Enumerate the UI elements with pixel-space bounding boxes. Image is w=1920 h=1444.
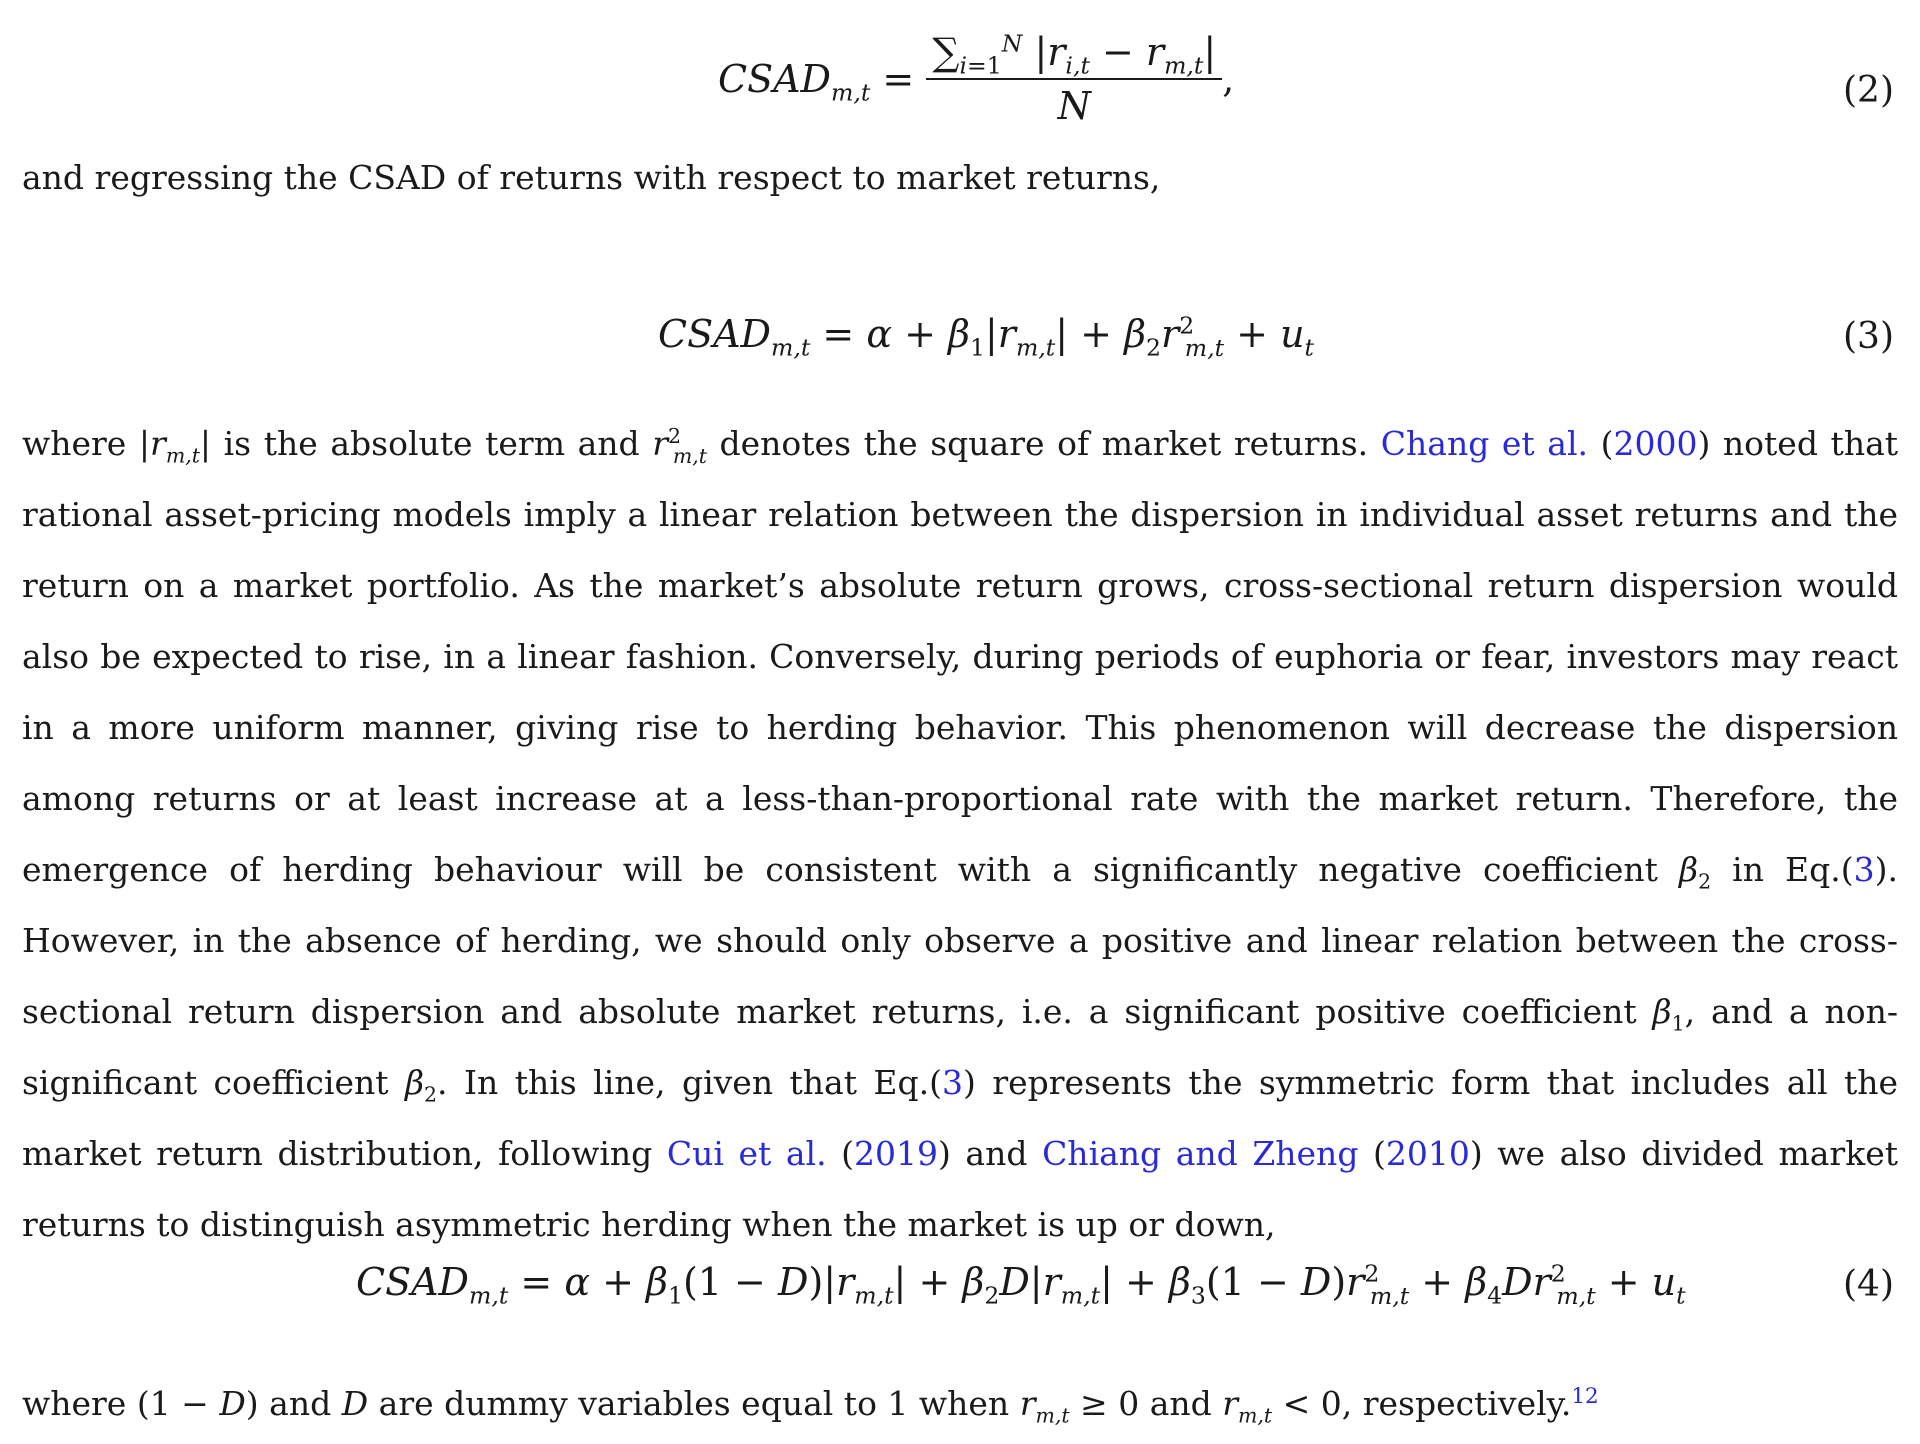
citation-chang[interactable]: Chang et al. bbox=[1380, 424, 1589, 463]
eq-ref-3[interactable]: 3 bbox=[1853, 850, 1875, 889]
paragraph-intro: and regressing the CSAD of returns with respect to market returns, bbox=[22, 158, 1161, 197]
equation-4: $CSAD_{m,t} = \alpha + \beta_1(1 - D)|r_{m,t}| + \beta_2D|r_{m,t}| + \beta_3(1 - D)r^2_{m,t} + \beta_4Dr^2_{m,t} + u_t$ bbox=[356, 1259, 1686, 1310]
paragraph-dummy: where (1 − D) and D are dummy variables equal to 1 when $r_{m,t} \ge 0$ and $r_{m,t} < 0$, respectively.$^{12}$ bbox=[22, 1384, 1599, 1428]
equation-2: $CSAD_{m,t}$ = $\frac{\sum_{i=1}^N |r_{i,t} - r_{m,t}|}{N}$ , bbox=[718, 29, 1235, 128]
eq-ref-3b[interactable]: 3 bbox=[942, 1063, 964, 1102]
footnote-marker[interactable]: 12 bbox=[1571, 1384, 1599, 1409]
equation-3: $CSAD_{m,t} = \alpha + \beta_1|r_{m,t}| + \beta_2r^2_{m,t} + u_t$ bbox=[658, 311, 1315, 362]
citation-cui[interactable]: Cui et al. bbox=[666, 1134, 827, 1173]
equation-4-number: (4) bbox=[1843, 1264, 1894, 1305]
equation-2-number: (2) bbox=[1843, 70, 1894, 111]
paragraph-main: where $|r_{m,t}|$ is the absolute term and $r^2_{m,t}$ denotes the square of market returns. Chang et al. (2000) noted that rational asset-pricing models imply a linear relation between the dispersion in individual asset returns and the return on a market portfolio. As the market’s absolute return grows, cross-sectional return dispersion would also be expected to rise, in a linear fashion. Conversely, during periods of euphoria or fear, investors may react in a more uniform manner, giving rise to herding behavior. This phenomenon will decrease the dispersion among returns or at least increase at a less-than-proportional rate with the market return. Therefore, the emergence of herding behaviour will be consistent with a significantly negative coefficient $\beta_2$ in Eq.(3). However, in the absence of herding, we should only observe a positive and linear relation between the cross-sectional return dispersion and absolute market returns, i.e. a significant positive coefficient $\beta_1$, and a non-significant coefficient $\beta_2$. In this line, given that Eq.(3) represents the symmetric form that includes all the market return distribution, following Cui et al. (2019) and Chiang and Zheng (2010) we also divided market returns to distinguish asymmetric herding when the market is up or down, bbox=[22, 424, 1899, 1244]
citation-chiang-year[interactable]: 2010 bbox=[1385, 1134, 1470, 1173]
citation-chiang[interactable]: Chiang and Zheng bbox=[1042, 1134, 1359, 1173]
equation-3-number: (3) bbox=[1843, 316, 1894, 357]
citation-chang-year[interactable]: 2000 bbox=[1613, 424, 1698, 463]
citation-cui-year[interactable]: 2019 bbox=[854, 1134, 938, 1173]
